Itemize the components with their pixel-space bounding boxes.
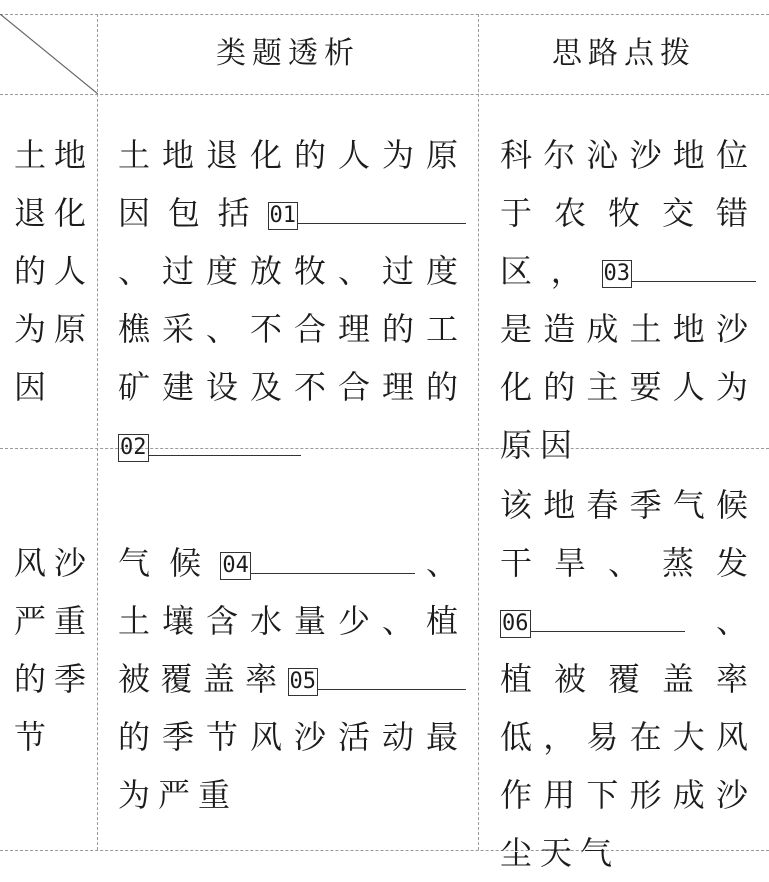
blank-number: 02 bbox=[120, 435, 147, 460]
row1-label-line: 为原 bbox=[14, 310, 95, 348]
row1-label bbox=[14, 126, 94, 416]
hint-text: 科尔沁沙地位于农牧交错区， bbox=[500, 136, 756, 290]
blank-number: 03 bbox=[603, 261, 630, 286]
row2-label-line: 风沙 bbox=[14, 544, 95, 582]
answer-blank-06-continuation[interactable] bbox=[577, 592, 685, 650]
analysis-text: 、过度放牧、过度樵采、不合理的工矿建设及不合理的 bbox=[118, 252, 466, 406]
row2-label bbox=[14, 534, 94, 766]
header-bottom-border bbox=[0, 94, 769, 95]
row2-label-line: 节 bbox=[14, 718, 55, 756]
row1-label-line: 土地 bbox=[14, 136, 95, 174]
hint-text: 该地春季气候干旱、蒸发 bbox=[500, 486, 756, 582]
header-hints: 思路点拨 bbox=[552, 36, 696, 71]
row2-hint bbox=[500, 476, 756, 882]
blank-number: 05 bbox=[289, 669, 316, 694]
row1-label-line: 因 bbox=[14, 368, 55, 406]
hint-text: 、植被覆盖率低，易在大风作用下形成沙尘天气 bbox=[500, 602, 756, 872]
answer-blank-03[interactable] bbox=[602, 242, 757, 300]
col-divider-2 bbox=[478, 14, 479, 850]
answer-blank-01[interactable] bbox=[268, 184, 467, 242]
row2-label-line: 严重 bbox=[14, 602, 95, 640]
table-top-border bbox=[0, 14, 769, 15]
answer-blank-04[interactable] bbox=[220, 534, 415, 592]
answer-blank-06[interactable] bbox=[500, 592, 577, 650]
header-analysis: 类题透析 bbox=[216, 36, 360, 71]
analysis-text: 土地退化的人为原因包括 bbox=[118, 136, 466, 232]
blank-number: 06 bbox=[502, 611, 529, 636]
blank-number: 01 bbox=[269, 203, 296, 228]
row2-label-line: 的季 bbox=[14, 660, 95, 698]
answer-blank-02[interactable] bbox=[118, 416, 301, 474]
row2-analysis bbox=[118, 534, 466, 824]
row1-analysis bbox=[118, 126, 466, 474]
hint-text: 是造成土地沙化的主要人为原因 bbox=[500, 310, 756, 464]
analysis-text: 、土壤含水量少、植被覆盖率 bbox=[118, 544, 466, 698]
row1-label-line: 退化 bbox=[14, 194, 95, 232]
analysis-text: 气候 bbox=[118, 544, 221, 582]
blank-number: 04 bbox=[222, 553, 249, 578]
col-divider-1 bbox=[97, 14, 98, 850]
answer-blank-05[interactable] bbox=[288, 650, 467, 708]
row1-hint bbox=[500, 126, 756, 474]
analysis-text: 的季节风沙活动最为严重 bbox=[118, 718, 466, 814]
corner-diagonal bbox=[0, 14, 98, 94]
row1-label-line: 的人 bbox=[14, 252, 95, 290]
